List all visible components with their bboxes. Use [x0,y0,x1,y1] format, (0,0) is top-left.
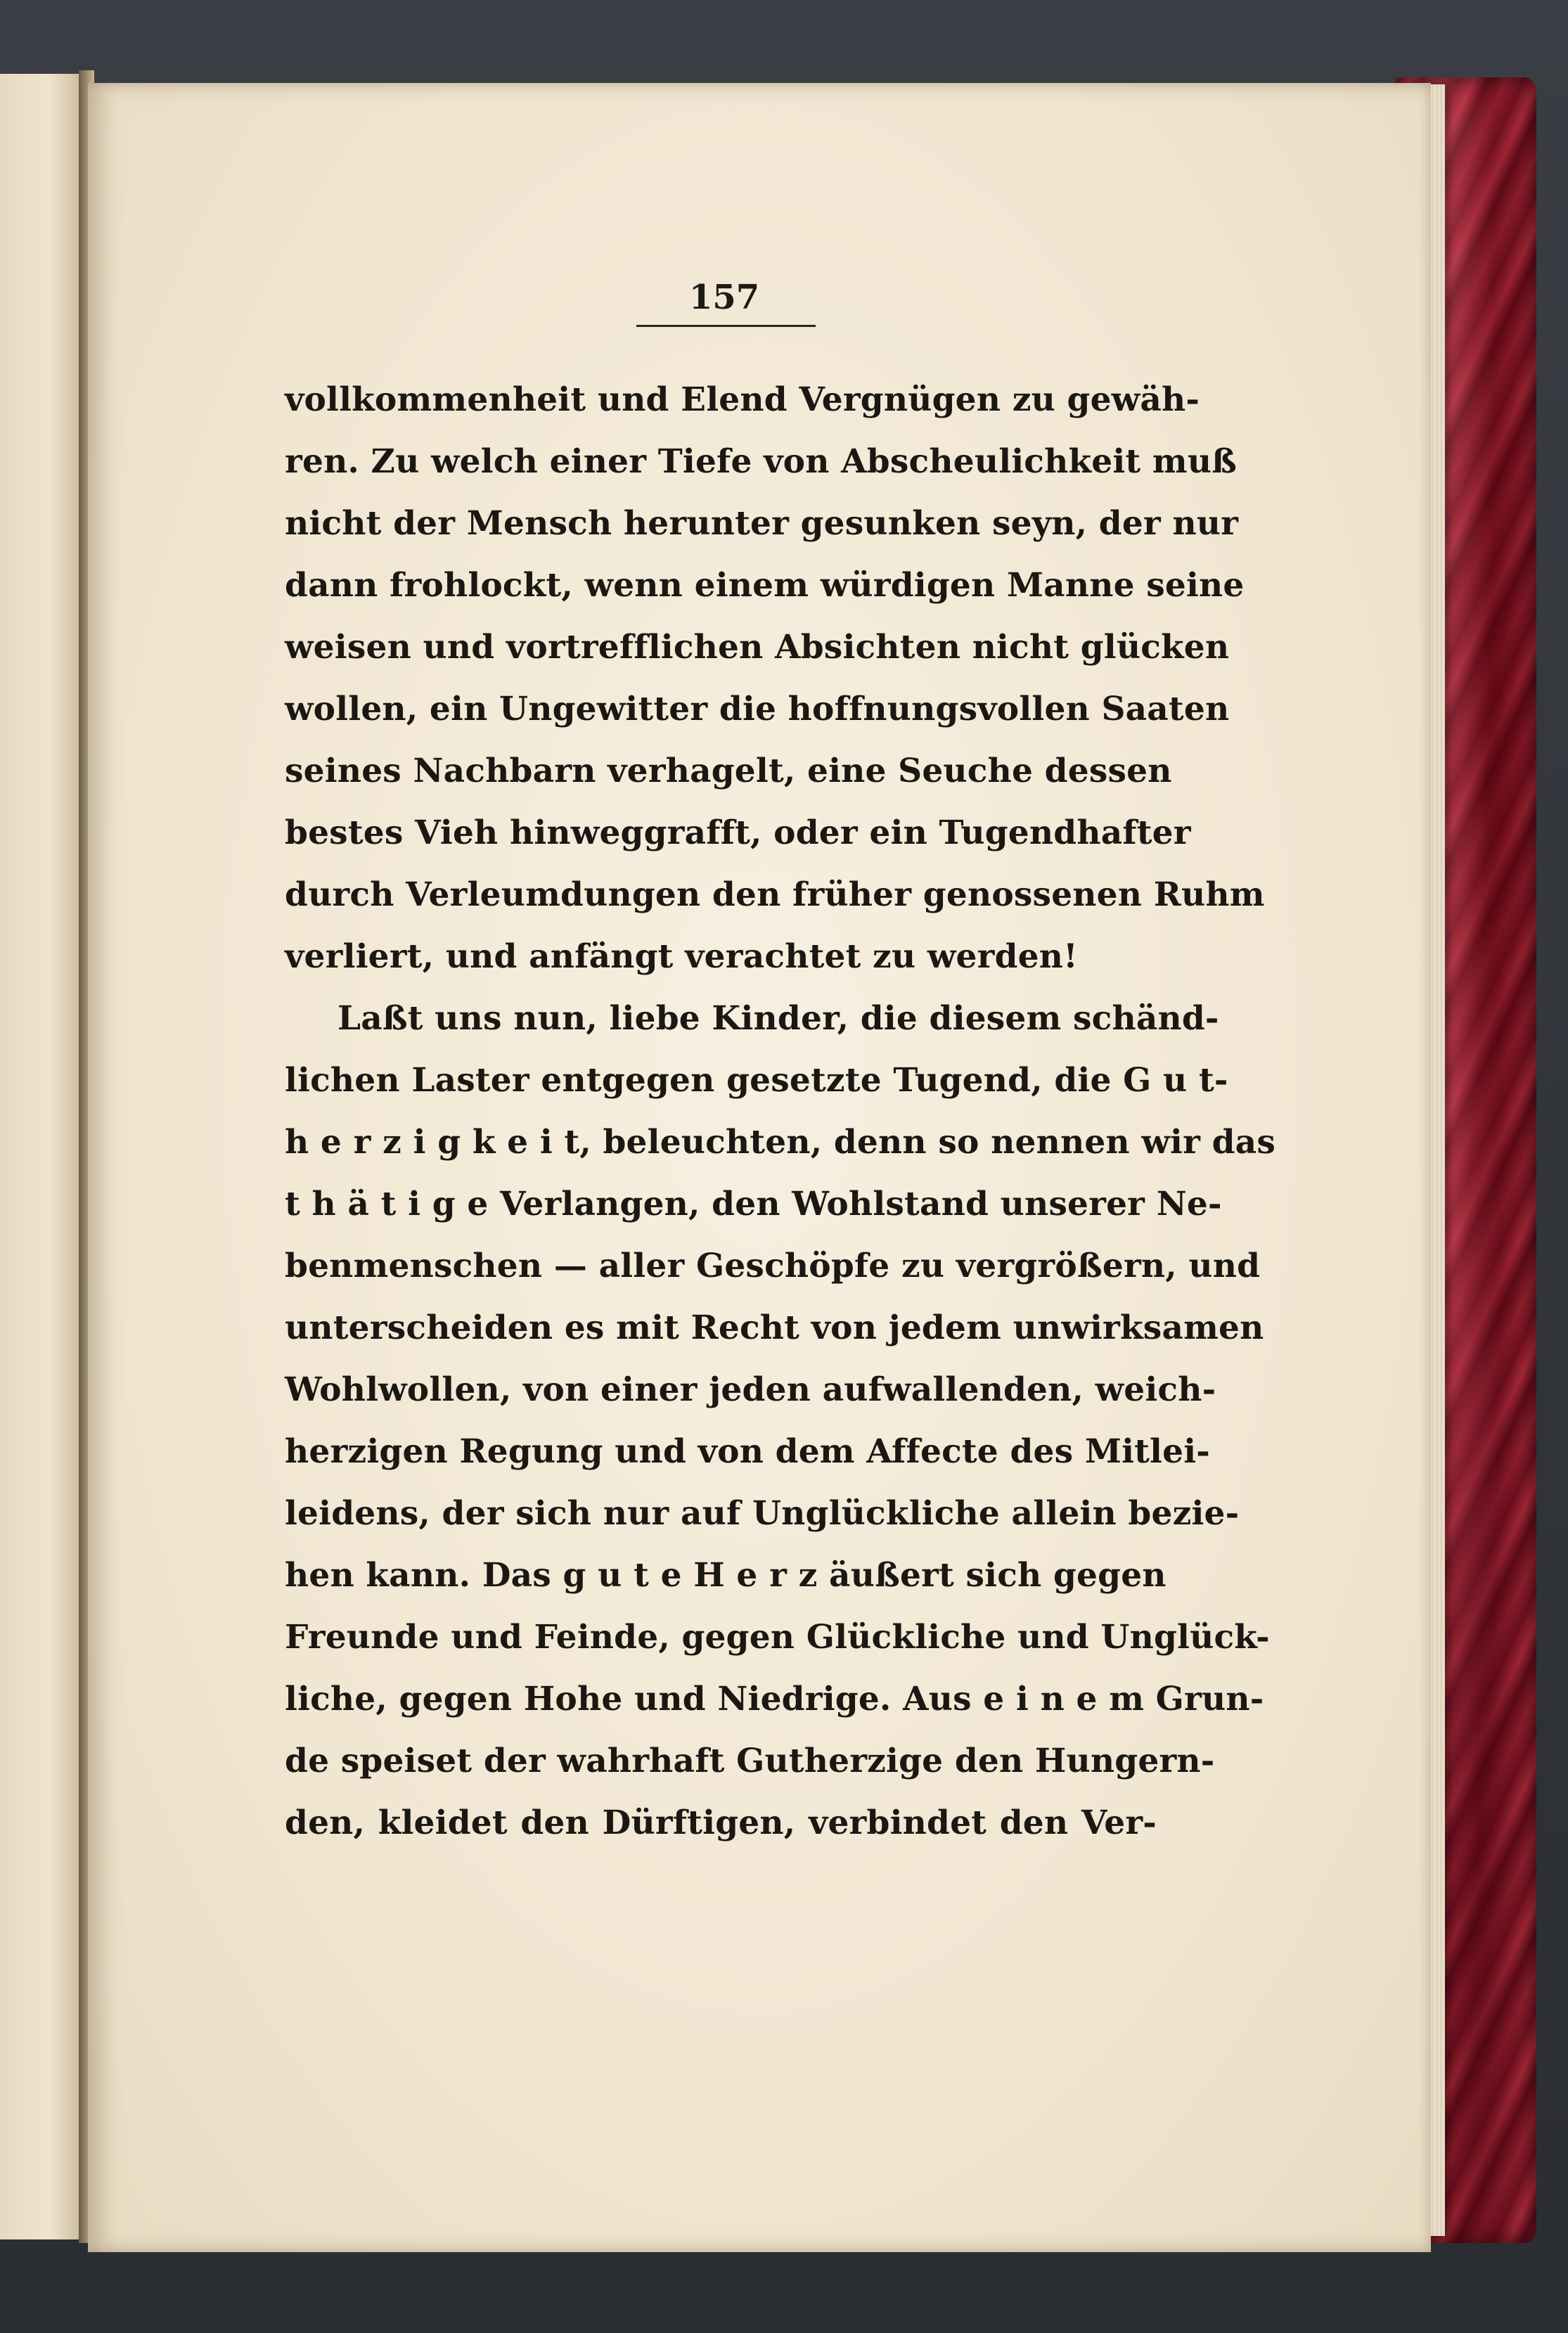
text-line: unterscheiden es mit Recht von jedem unwirksamen [285,1309,1264,1347]
body-text [285,369,1275,1854]
text-line: ren. Zu welch einer Tiefe von Abscheulichkeit muß [285,442,1238,481]
paragraph-start-line: Laßt uns nun, liebe Kinder, die diesem schänd- [338,999,1219,1038]
text-line: de speiset der wahrhaft Gutherzige den Hungern- [285,1742,1215,1780]
text-line: lichen Laster entgegen gesetzte Tugend, die G u t- [285,1061,1228,1100]
page-number: 157 [689,278,760,317]
text-line: hen kann. Das g u t e H e r z äußert sich gegen [285,1556,1167,1595]
header-rule [636,325,816,327]
text-line: bestes Vieh hinweggrafft, oder ein Tugendhafter [285,814,1191,852]
text-line: herzigen Regung und von dem Affecte des Mitlei- [285,1432,1210,1471]
text-line: t h ä t i g e Verlangen, den Wohlstand unserer Ne- [285,1185,1222,1223]
text-line: benmenschen — aller Geschöpfe zu vergrößern, und [285,1247,1261,1285]
text-line: wollen, ein Ungewitter die hoffnungsvollen Saaten [285,690,1230,728]
paragraph-end-line: verliert, und anfängt verachtet zu werden! [285,937,1078,976]
text-line: dann frohlockt, wenn einem würdigen Manne seine [285,566,1245,605]
text-line: seines Nachbarn verhagelt, eine Seuche dessen [285,752,1172,790]
text-line: liche, gegen Hohe und Niedrige. Aus e i n e m Grun- [285,1680,1264,1718]
text-line: h e r z i g k e i t, beleuchten, denn so nennen wir das [285,1123,1275,1162]
text-line: Wohlwollen, von einer jeden aufwallenden, weich- [285,1370,1216,1409]
text-line: Freunde und Feinde, gegen Glückliche und Unglück- [285,1618,1270,1657]
text-line: weisen und vortrefflichen Absichten nicht glücken [285,628,1230,667]
text-line: durch Verleumdungen den früher genossenen Ruhm [285,875,1265,914]
text-line: leidens, der sich nur auf Unglückliche allein bezie- [285,1494,1240,1533]
text-line: den, kleidet den Dürftigen, verbindet den Ver- [285,1804,1157,1842]
text-line: nicht der Mensch herunter gesunken seyn, der nur [285,504,1239,543]
text-line: vollkommenheit und Elend Vergnügen zu gewäh- [285,380,1200,419]
left-facing-page [0,74,83,2239]
